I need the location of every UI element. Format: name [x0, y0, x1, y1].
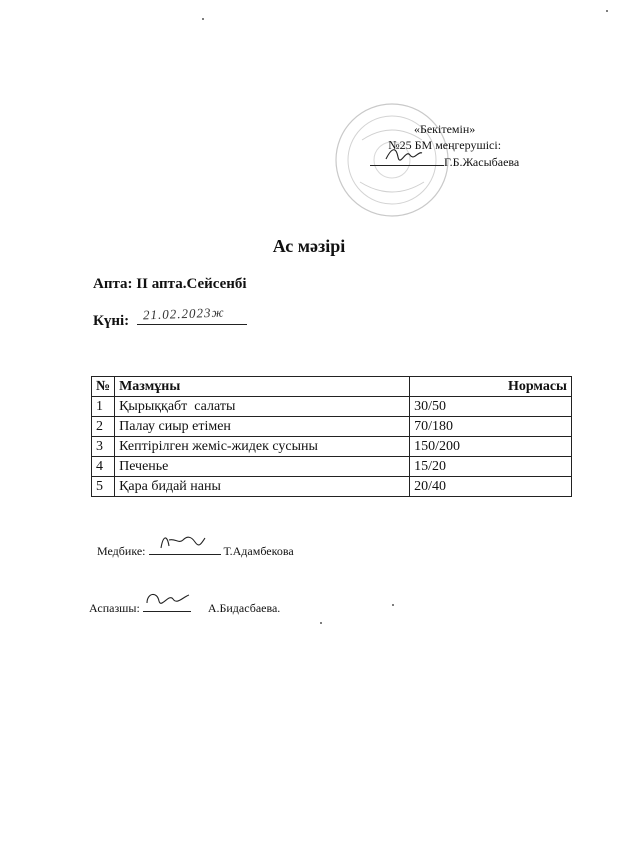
table-header-row — [92, 377, 572, 397]
row-no: 5 — [92, 477, 115, 497]
date-row — [93, 304, 247, 330]
row-name: Кептірілген жеміс-жидек сусыны — [115, 437, 410, 457]
approval-position: №25 БМ меңгерушісі: — [388, 137, 502, 152]
week-label: Апта: II апта.Сейсенбі — [93, 276, 247, 292]
cook-signature — [143, 599, 191, 612]
scan-speck — [320, 622, 322, 624]
cook-signature-row — [89, 599, 280, 616]
table-row — [92, 457, 572, 477]
row-name: Қырыққабт салаты — [115, 397, 410, 417]
header-name: Мазмұны — [115, 377, 410, 397]
row-name: Қара бидай наны — [115, 477, 410, 497]
date-label: Күні: — [93, 313, 130, 329]
cook-label: Аспазшы: — [89, 601, 140, 615]
date-handwritten: 21.02.2023ж — [142, 304, 225, 323]
row-norm: 150/200 — [410, 437, 572, 457]
table-row — [92, 477, 572, 497]
director-name: Г.Б.Жасыбаева — [444, 155, 520, 169]
row-norm: 15/20 — [410, 457, 572, 477]
scan-speck — [606, 10, 608, 12]
row-norm: 20/40 — [410, 477, 572, 497]
row-no: 4 — [92, 457, 115, 477]
date-field — [137, 304, 247, 325]
row-no: 2 — [92, 417, 115, 437]
header-norm: Нормасы — [410, 377, 572, 397]
row-name: Печенье — [115, 457, 410, 477]
scan-speck — [202, 18, 204, 20]
row-name: Палау сиыр етімен — [115, 417, 410, 437]
row-no: 3 — [92, 437, 115, 457]
row-norm: 30/50 — [410, 397, 572, 417]
cook-name: А.Бидасбаева. — [207, 601, 281, 615]
row-no: 1 — [92, 397, 115, 417]
table-row — [92, 437, 572, 457]
nurse-signature-row — [97, 542, 294, 559]
approval-signature-line — [370, 153, 519, 171]
nurse-signature — [149, 542, 221, 555]
menu-table — [91, 376, 572, 497]
table-row — [92, 417, 572, 437]
nurse-label: Медбике: — [97, 544, 146, 558]
header-no: № — [92, 377, 115, 397]
nurse-name: Т.Адамбекова — [223, 544, 294, 558]
director-signature — [370, 153, 444, 166]
scan-speck — [392, 604, 394, 606]
page-title: Ас мәзірі — [272, 236, 346, 256]
approval-title: «Бекітемін» — [413, 122, 476, 136]
approval-block — [370, 122, 519, 171]
table-row — [92, 397, 572, 417]
row-norm: 70/180 — [410, 417, 572, 437]
